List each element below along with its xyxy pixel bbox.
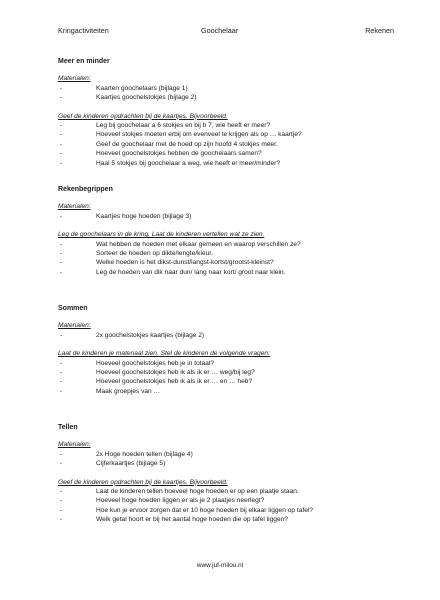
materials-item: - Kaarten goochelaars (bijlage 1): [58, 84, 398, 93]
task-item: - Leg bij goochelaar a 6 stokjes en bij b 7, wie heeft er meer?: [58, 121, 398, 130]
materials-item: - 2x Hoge hoeden tellen (bijlage 4): [58, 450, 398, 459]
task-item: - Hoeveel stokjes moeten erbij om evenveel te krijgen als op … kaartje?: [58, 130, 398, 139]
materials-heading: Materialen:: [58, 75, 91, 83]
section-title: Meer en minder: [58, 58, 110, 65]
materials-item: - Kaartjes goochelstokjes (bijlage 2): [58, 93, 398, 102]
task-item: - Welke hoeden is het dikst-dunst/langst-kortst/grootst-kleinst?: [58, 258, 398, 267]
materials-heading: Materialen:: [58, 203, 91, 211]
task-item: - Hoeveel hoge hoeden liggen er als je 2 plaatjes neerlegt?: [58, 496, 398, 505]
task-item: - Wat hebben de hoeden met elkaar gemeen en waarop verschillen ze?: [58, 240, 398, 249]
task-list: [58, 487, 398, 525]
section-title: Tellen: [58, 424, 78, 431]
task-item: - Sorteer de hoeden op dikte/lengte/kleur.: [58, 249, 398, 258]
task-item: - Hoeveel goochelstokjes heb je in totaal?: [58, 359, 398, 368]
section-tellen: [58, 423, 398, 534]
section-sommen: [58, 304, 398, 405]
section-title: Sommen: [58, 305, 88, 312]
materials-heading: Materialen:: [58, 322, 91, 330]
task-item: - Haal 5 stokjes bij goochelaar a weg, wie heeft er meer/minder?: [58, 159, 398, 168]
task-item: - Leg de hoeden van dik naar dun/ lang naar kort/ groot naar klein.: [58, 268, 398, 277]
header-left: Kringactiviteiten: [58, 26, 109, 35]
section-meer-en-minder: [58, 57, 398, 177]
materials-list: [58, 450, 398, 469]
task-heading: Geef de kinderen opdrachten bij de kaartjes. Bijvoorbeeld:: [58, 478, 228, 486]
materials-item: - Cijferkaartjes (bijlage 5): [58, 459, 398, 468]
task-list: [58, 240, 398, 278]
header-center: Goochelaar: [201, 26, 239, 35]
page-header: [58, 26, 394, 38]
task-item: - Hoe kun je ervoor zorgen dat er 10 hoge hoeden bij elkaar liggen op tafel?: [58, 506, 398, 515]
task-list: [58, 121, 398, 168]
materials-list: [58, 212, 398, 221]
materials-list: [58, 84, 398, 103]
task-item: - Hoeveel goochelstokjes heb ik als ik er … weg/bij leg?: [58, 368, 398, 377]
materials-item: - 2x goochelstokjes kaartjes (bijlage 2): [58, 331, 398, 340]
task-heading: Leg de goochelaars in de kring. Laat de kinderen vertellen wat ze zien.: [58, 231, 265, 239]
task-item: - Geef de goochelaar met de hoed op zijn hoofd 4 stokjes meer.: [58, 140, 398, 149]
task-item: - Welk getal hoort er bij het aantal hoge hoeden die op tafel liggen?: [58, 515, 398, 524]
page-footer: www.juf-milou.nl: [196, 562, 244, 569]
materials-list: [58, 331, 398, 340]
header-right: Rekenen: [365, 26, 394, 35]
materials-heading: Materialen:: [58, 441, 91, 449]
materials-item: - Kaartjes hoge hoeden (bijlage 3): [58, 212, 398, 221]
task-heading: Laat de kinderen je materiaal zien. Stel de kinderen de volgende vragen:: [58, 350, 270, 358]
task-item: - Hoeveel goochelstokjes heb ik als ik er … en … heb?: [58, 377, 398, 386]
task-heading: Geef de kinderen opdrachten bij de kaartjes. Bijvoorbeeld:: [58, 112, 228, 120]
task-item: - Laat de kinderen tellen hoeveel hoge hoeden er op een plaatje staan.: [58, 487, 398, 496]
section-rekenbegrippen: [58, 185, 398, 286]
section-title: Rekenbegrippen: [58, 186, 113, 193]
task-item: - Maak groepjes van …: [58, 387, 398, 396]
task-item: - Hoeveel goochelstokjes hebben de goochelaars samen?: [58, 149, 398, 158]
task-list: [58, 359, 398, 397]
